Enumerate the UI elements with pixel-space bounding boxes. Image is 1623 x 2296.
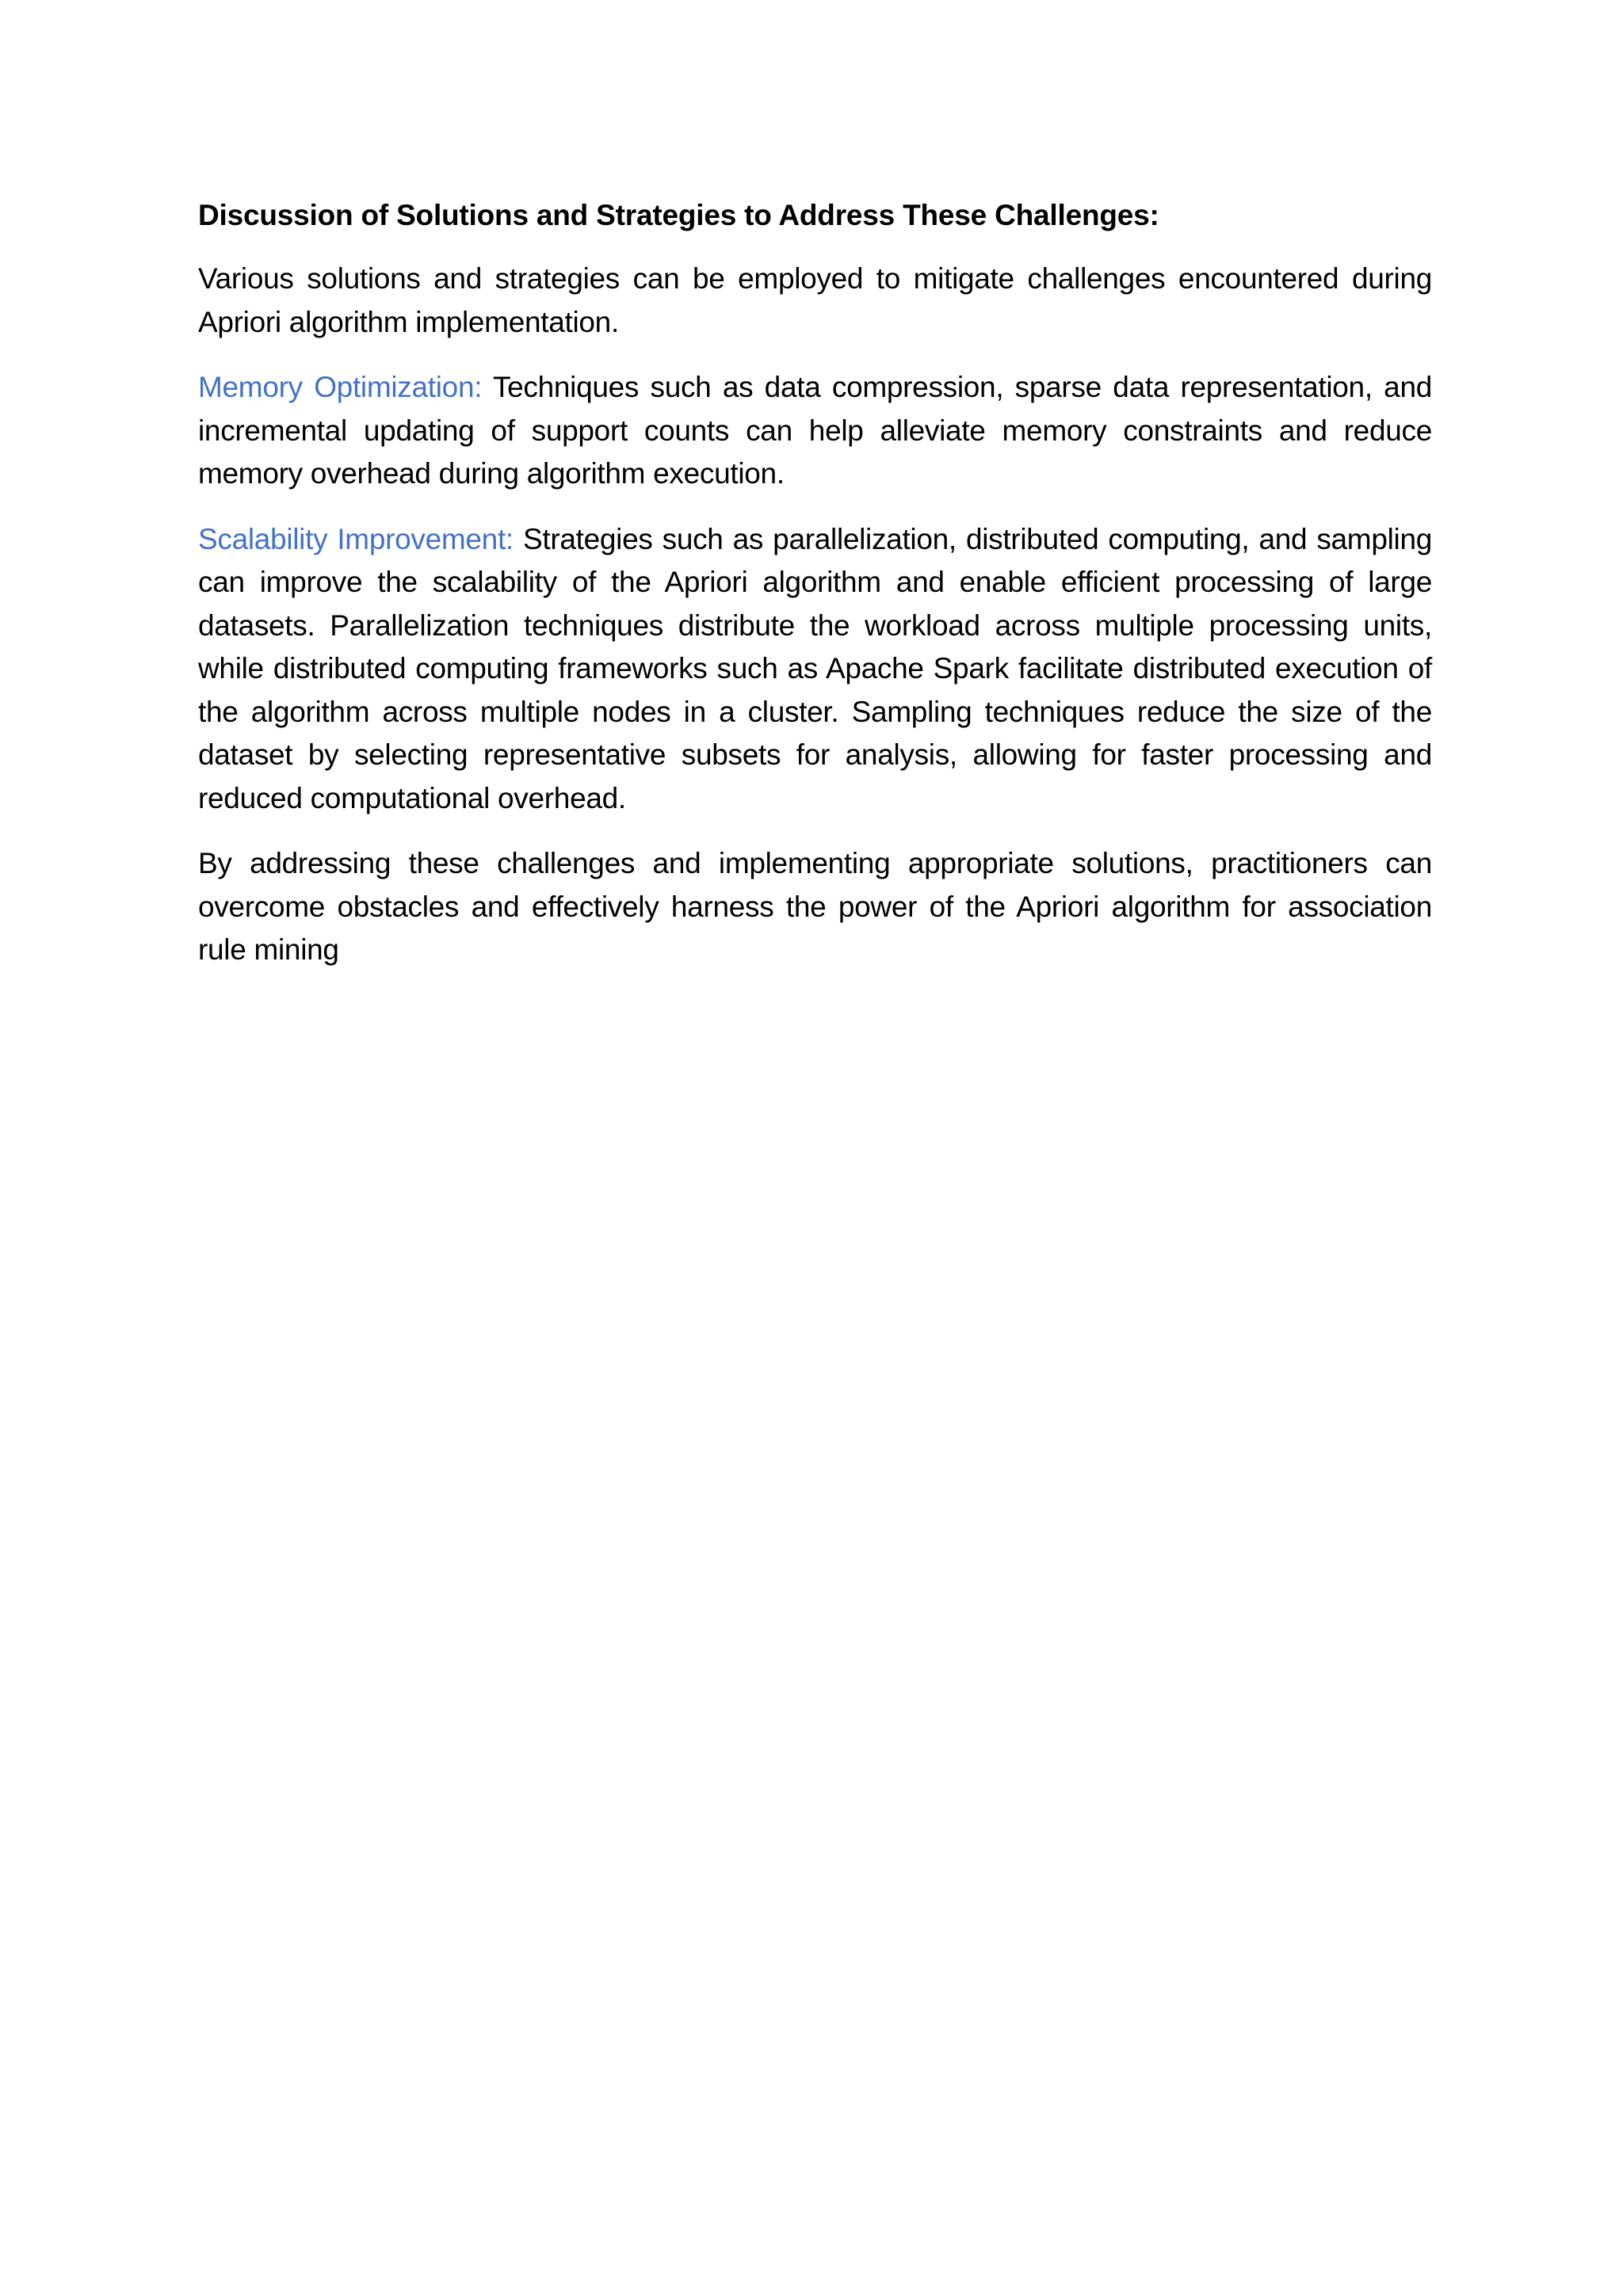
document-page — [198, 194, 1432, 994]
scalability-improvement-lead: Scalability Improvement: — [198, 522, 514, 555]
intro-paragraph: Various solutions and strategies can be employed to mitigate challenges encountered during Apriori algorithm implementation. — [198, 262, 1432, 338]
scalability-improvement-paragraph — [198, 518, 1432, 821]
memory-optimization-lead: Memory Optimization: — [198, 371, 483, 403]
memory-optimization-paragraph — [198, 366, 1432, 496]
scalability-improvement-body: Strategies such as parallelization, distributed computing, and sampling can improve the scalability of the Apriori algorithm and enable efficient processing of large datasets. Parallelization techniques distribute the workload across multiple processing units, while distributed computing frameworks such as Apache Spark facilitate distributed execution of the algorithm across multiple nodes in a cluster. Sampling techniques reduce the size of the dataset by selecting representative subsets for analysis, allowing for faster processing and reduced computational overhead. — [198, 522, 1433, 814]
memory-optimization-body: Techniques such as data compression, sparse data representation, and incremental updating of support counts can help alleviate memory constraints and reduce memory overhead during algorithm execution. — [198, 371, 1433, 490]
section-heading: Discussion of Solutions and Strategies to Address These Challenges: — [198, 199, 1159, 231]
conclusion-paragraph: By addressing these challenges and implementing appropriate solutions, practitioners can overcome obstacles and effectively harness the power of the Apriori algorithm for association rule mining — [198, 847, 1432, 966]
